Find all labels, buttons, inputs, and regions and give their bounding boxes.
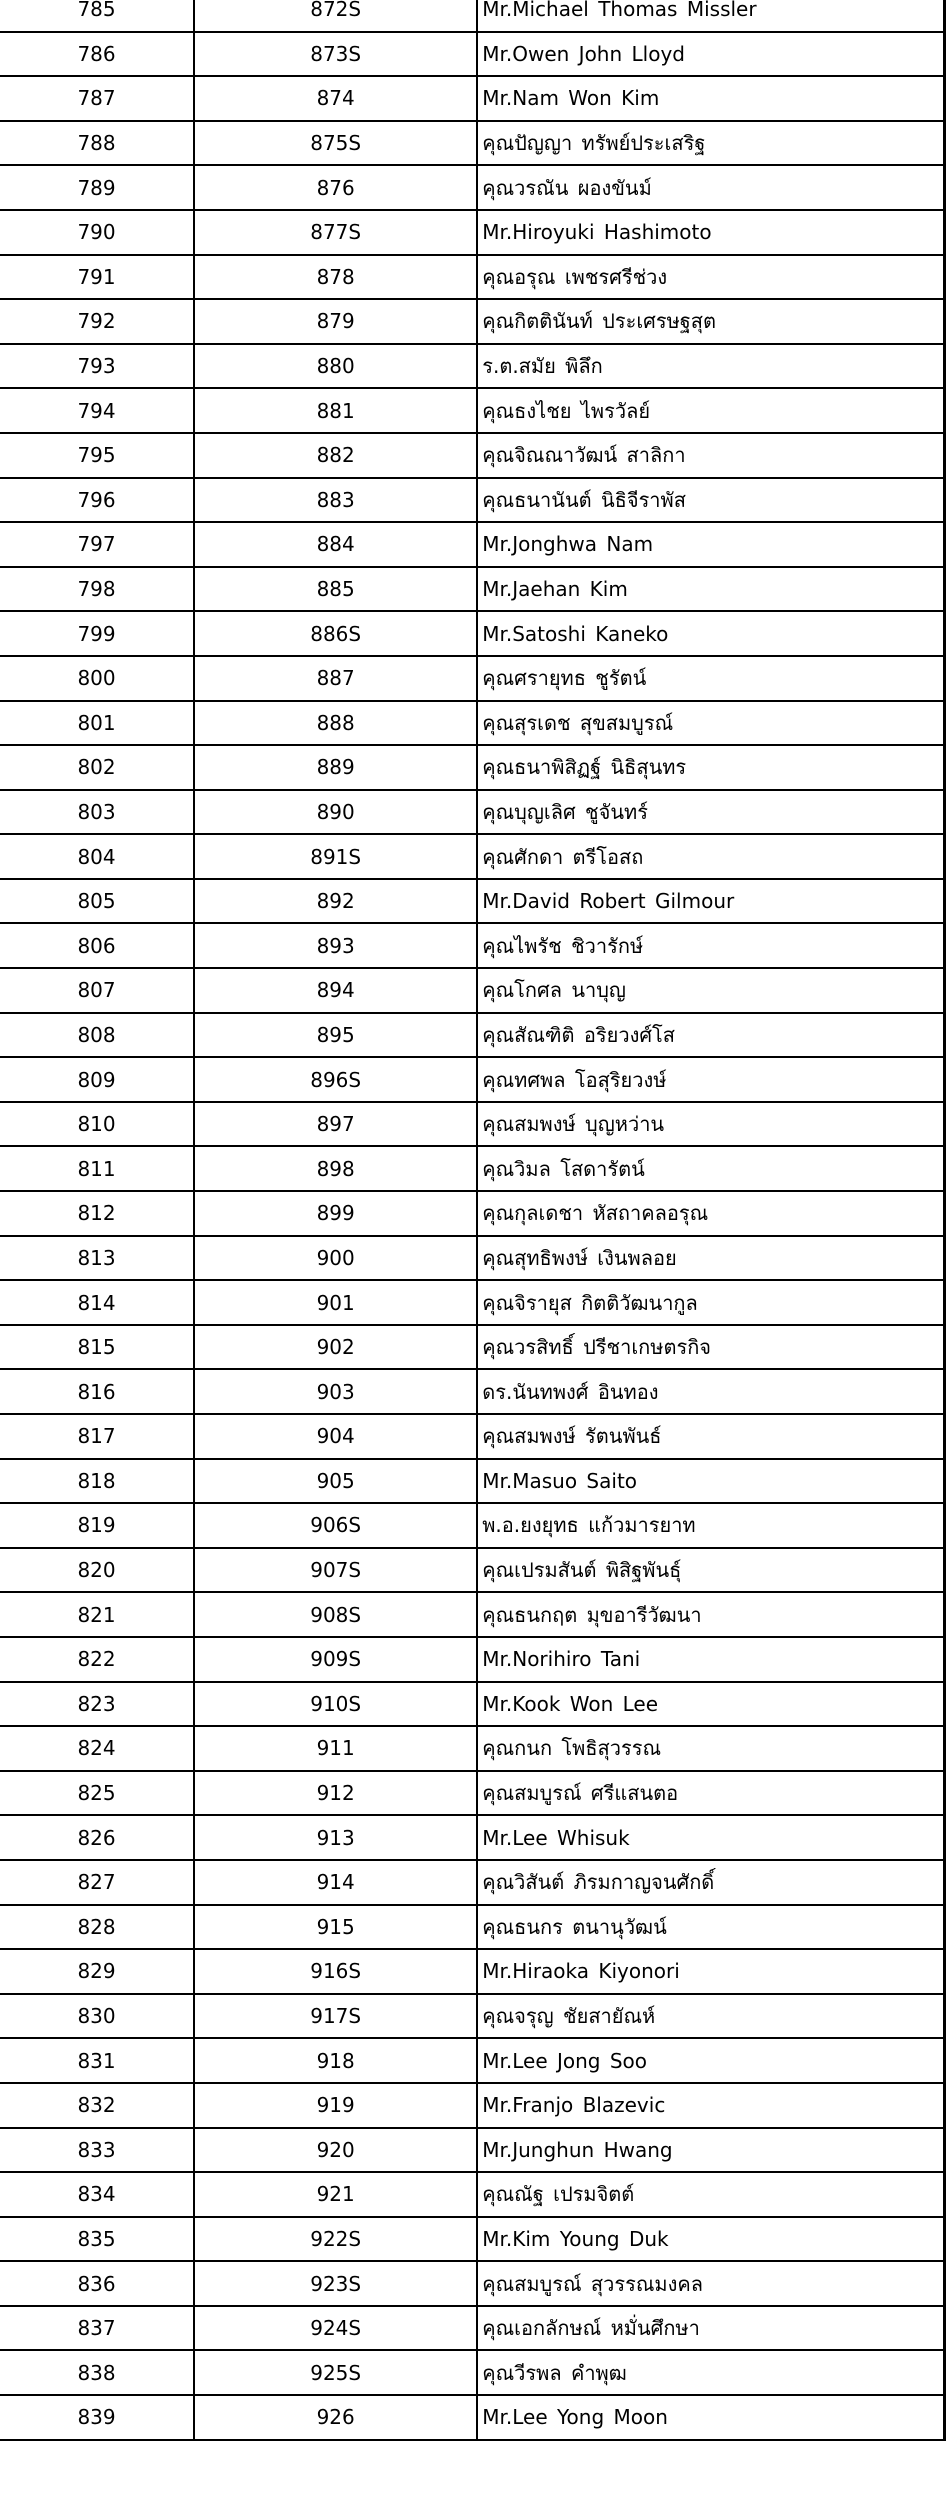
row-number: 832 <box>0 2083 194 2128</box>
member-name: คุณกิตตินันท์ ประเศรษฐสุต <box>477 299 944 344</box>
table-row <box>0 1503 945 1548</box>
member-code: 915 <box>194 1905 477 1950</box>
member-name: คุณศักดา ตรีโอสถ <box>477 834 944 879</box>
member-name: คุณสมบูรณ์ สุวรรณมงคล <box>477 2261 944 2306</box>
table-row <box>0 1102 945 1147</box>
member-name: คุณไพรัช ชิวารักษ์ <box>477 923 944 968</box>
member-code: 879 <box>194 299 477 344</box>
member-name: Mr.David Robert Gilmour <box>477 879 944 924</box>
table-row <box>0 1280 945 1325</box>
member-code: 875S <box>194 121 477 166</box>
table-row <box>0 968 945 1013</box>
member-name: คุณปัญญา ทรัพย์ประเสริฐ <box>477 121 944 166</box>
member-code: 916S <box>194 1949 477 1994</box>
table-row <box>0 76 945 121</box>
member-code: 880 <box>194 344 477 389</box>
member-name: ร.ต.สมัย พิลึก <box>477 344 944 389</box>
row-number: 838 <box>0 2350 194 2395</box>
member-code: 894 <box>194 968 477 1013</box>
member-code: 908S <box>194 1592 477 1637</box>
member-name: Mr.Kim Young Duk <box>477 2217 944 2262</box>
row-number: 824 <box>0 1726 194 1771</box>
member-name: Mr.Jonghwa Nam <box>477 522 944 567</box>
row-number: 819 <box>0 1503 194 1548</box>
member-name: Mr.Jaehan Kim <box>477 567 944 612</box>
member-code: 912 <box>194 1771 477 1816</box>
row-number: 813 <box>0 1236 194 1281</box>
member-code: 884 <box>194 522 477 567</box>
member-name: Mr.Owen John Lloyd <box>477 32 944 77</box>
row-number: 796 <box>0 478 194 523</box>
table-row <box>0 1459 945 1504</box>
row-number: 785 <box>0 0 194 32</box>
member-name: คุณณัฐ เปรมจิตต์ <box>477 2172 944 2217</box>
table-row <box>0 1905 945 1950</box>
member-name: คุณทศพล โอสุริยวงษ์ <box>477 1057 944 1102</box>
table-row <box>0 388 945 433</box>
table-row <box>0 165 945 210</box>
row-number: 818 <box>0 1459 194 1504</box>
table-row <box>0 611 945 656</box>
member-name: คุณโกศล นาบุญ <box>477 968 944 1013</box>
table-row <box>0 2217 945 2262</box>
member-code: 903 <box>194 1369 477 1414</box>
row-number: 787 <box>0 76 194 121</box>
table-row <box>0 344 945 389</box>
table-row <box>0 1771 945 1816</box>
member-code: 921 <box>194 2172 477 2217</box>
member-name: คุณสุทธิพงษ์ เงินพลอย <box>477 1236 944 1281</box>
table-row <box>0 255 945 300</box>
member-name: Mr.Michael Thomas Missler <box>477 0 944 32</box>
member-name: Mr.Hiroyuki Hashimoto <box>477 210 944 255</box>
member-name: Mr.Lee Jong Soo <box>477 2038 944 2083</box>
row-number: 826 <box>0 1815 194 1860</box>
member-code: 872S <box>194 0 477 32</box>
row-number: 827 <box>0 1860 194 1905</box>
member-code: 924S <box>194 2306 477 2351</box>
member-code: 925S <box>194 2350 477 2395</box>
row-number: 807 <box>0 968 194 1013</box>
member-name: พ.อ.ยงยุทธ แก้วมารยาท <box>477 1503 944 1548</box>
member-name: คุณสมพงษ์ รัตนพันธ์ <box>477 1414 944 1459</box>
row-number: 802 <box>0 745 194 790</box>
member-code: 923S <box>194 2261 477 2306</box>
row-number: 789 <box>0 165 194 210</box>
row-number: 795 <box>0 433 194 478</box>
member-code: 883 <box>194 478 477 523</box>
table-row <box>0 478 945 523</box>
row-number: 801 <box>0 701 194 746</box>
row-number: 821 <box>0 1592 194 1637</box>
row-number: 816 <box>0 1369 194 1414</box>
table-row <box>0 1949 945 1994</box>
row-number: 823 <box>0 1682 194 1727</box>
table-row <box>0 2306 945 2351</box>
member-name: คุณอรุณ เพชรศรีช่วง <box>477 255 944 300</box>
row-number: 794 <box>0 388 194 433</box>
member-name: คุณกนก โพธิสุวรรณ <box>477 1726 944 1771</box>
row-number: 811 <box>0 1146 194 1191</box>
row-number: 837 <box>0 2306 194 2351</box>
row-number: 803 <box>0 790 194 835</box>
member-code: 911 <box>194 1726 477 1771</box>
table-row <box>0 1815 945 1860</box>
member-name: Mr.Hiraoka Kiyonori <box>477 1949 944 1994</box>
row-number: 822 <box>0 1637 194 1682</box>
table-row <box>0 1146 945 1191</box>
member-name: คุณสมบูรณ์ ศรีแสนตอ <box>477 1771 944 1816</box>
member-code: 899 <box>194 1191 477 1236</box>
member-name: Mr.Lee Yong Moon <box>477 2395 944 2440</box>
member-name: คุณวิสันต์ ภิรมกาญจนศักดิ์ <box>477 1860 944 1905</box>
table-row <box>0 923 945 968</box>
member-code: 886S <box>194 611 477 656</box>
table-row <box>0 2395 945 2440</box>
member-code: 887 <box>194 656 477 701</box>
member-name: Mr.Junghun Hwang <box>477 2128 944 2173</box>
member-code: 904 <box>194 1414 477 1459</box>
member-code: 907S <box>194 1548 477 1593</box>
member-code: 913 <box>194 1815 477 1860</box>
member-name: ดร.นันทพงศ์ อินทอง <box>477 1369 944 1414</box>
row-number: 808 <box>0 1013 194 1058</box>
member-code: 926 <box>194 2395 477 2440</box>
row-number: 825 <box>0 1771 194 1816</box>
member-code: 901 <box>194 1280 477 1325</box>
row-number: 798 <box>0 567 194 612</box>
table-row <box>0 1325 945 1370</box>
member-code: 888 <box>194 701 477 746</box>
row-number: 833 <box>0 2128 194 2173</box>
member-name: Mr.Masuo Saito <box>477 1459 944 1504</box>
row-number: 799 <box>0 611 194 656</box>
table-row <box>0 1414 945 1459</box>
member-code: 893 <box>194 923 477 968</box>
table-row <box>0 210 945 255</box>
member-name: คุณธงไชย ไพรวัลย์ <box>477 388 944 433</box>
row-number: 817 <box>0 1414 194 1459</box>
table-row <box>0 790 945 835</box>
row-number: 829 <box>0 1949 194 1994</box>
row-number: 797 <box>0 522 194 567</box>
table-row <box>0 1191 945 1236</box>
table-row <box>0 1592 945 1637</box>
row-number: 820 <box>0 1548 194 1593</box>
member-name: คุณวีรพล คำพุฒ <box>477 2350 944 2395</box>
member-name: คุณสุรเดช สุขสมบูรณ์ <box>477 701 944 746</box>
member-name: คุณธนกร ตนานุวัฒน์ <box>477 1905 944 1950</box>
row-number: 839 <box>0 2395 194 2440</box>
table-row <box>0 32 945 77</box>
table-row <box>0 656 945 701</box>
member-code: 909S <box>194 1637 477 1682</box>
member-name: คุณวรณัน ผองขันม์ <box>477 165 944 210</box>
member-code: 881 <box>194 388 477 433</box>
member-code: 902 <box>194 1325 477 1370</box>
table-row <box>0 2083 945 2128</box>
table-row <box>0 701 945 746</box>
member-code: 891S <box>194 834 477 879</box>
row-number: 836 <box>0 2261 194 2306</box>
member-code: 882 <box>194 433 477 478</box>
member-name: Mr.Nam Won Kim <box>477 76 944 121</box>
table-row <box>0 567 945 612</box>
table-row <box>0 522 945 567</box>
member-code: 922S <box>194 2217 477 2262</box>
row-number: 812 <box>0 1191 194 1236</box>
member-code: 918 <box>194 2038 477 2083</box>
member-name: Mr.Lee Whisuk <box>477 1815 944 1860</box>
member-code: 914 <box>194 1860 477 1905</box>
table-row <box>0 1369 945 1414</box>
table-row <box>0 1637 945 1682</box>
member-code: 895 <box>194 1013 477 1058</box>
member-code: 917S <box>194 1994 477 2039</box>
member-name: คุณธนาพิสิฏฐ์ นิธิสุนทร <box>477 745 944 790</box>
table-row <box>0 745 945 790</box>
member-code: 900 <box>194 1236 477 1281</box>
member-name: Mr.Norihiro Tani <box>477 1637 944 1682</box>
member-name: คุณจิณณาวัฒน์ สาลิกา <box>477 433 944 478</box>
row-number: 828 <box>0 1905 194 1950</box>
member-name: คุณกุลเดชา หัสถาคลอรุณ <box>477 1191 944 1236</box>
table-row <box>0 1013 945 1058</box>
table-row <box>0 1236 945 1281</box>
table-row <box>0 1682 945 1727</box>
row-number: 806 <box>0 923 194 968</box>
member-name: คุณบุญเลิศ ชูจันทร์ <box>477 790 944 835</box>
member-name: Mr.Franjo Blazevic <box>477 2083 944 2128</box>
row-number: 830 <box>0 1994 194 2039</box>
table-row <box>0 299 945 344</box>
member-code: 892 <box>194 879 477 924</box>
member-name: Mr.Satoshi Kaneko <box>477 611 944 656</box>
row-number: 805 <box>0 879 194 924</box>
table-row <box>0 1548 945 1593</box>
member-code: 874 <box>194 76 477 121</box>
member-name: คุณจรุญ ชัยสายัณห์ <box>477 1994 944 2039</box>
member-code: 878 <box>194 255 477 300</box>
row-number: 792 <box>0 299 194 344</box>
member-code: 898 <box>194 1146 477 1191</box>
table-row <box>0 2172 945 2217</box>
member-code: 889 <box>194 745 477 790</box>
member-code: 896S <box>194 1057 477 1102</box>
table-row <box>0 0 945 32</box>
member-code: 905 <box>194 1459 477 1504</box>
member-code: 906S <box>194 1503 477 1548</box>
member-name: คุณศรายุทธ ชูรัตน์ <box>477 656 944 701</box>
member-code: 876 <box>194 165 477 210</box>
table-row <box>0 1994 945 2039</box>
row-number: 790 <box>0 210 194 255</box>
row-number: 791 <box>0 255 194 300</box>
member-name: คุณวิมล โสดารัตน์ <box>477 1146 944 1191</box>
member-name: Mr.Kook Won Lee <box>477 1682 944 1727</box>
member-name: คุณจิรายุส กิตติวัฒนากูล <box>477 1280 944 1325</box>
member-name: คุณเอกลักษณ์ หมั่นศึกษา <box>477 2306 944 2351</box>
table-row <box>0 1057 945 1102</box>
member-name: คุณวรสิทธิ์ ปรีชาเกษตรกิจ <box>477 1325 944 1370</box>
table-row <box>0 121 945 166</box>
member-code: 890 <box>194 790 477 835</box>
member-code: 897 <box>194 1102 477 1147</box>
row-number: 793 <box>0 344 194 389</box>
member-name: คุณสมพงษ์ บุญหว่าน <box>477 1102 944 1147</box>
row-number: 814 <box>0 1280 194 1325</box>
table-row <box>0 2128 945 2173</box>
member-code: 885 <box>194 567 477 612</box>
row-number: 786 <box>0 32 194 77</box>
row-number: 804 <box>0 834 194 879</box>
member-name: คุณเปรมสันต์ พิสิฐพันธุ์ <box>477 1548 944 1593</box>
row-number: 835 <box>0 2217 194 2262</box>
table-row <box>0 879 945 924</box>
table-row <box>0 834 945 879</box>
row-number: 831 <box>0 2038 194 2083</box>
table-row <box>0 433 945 478</box>
table-row <box>0 1860 945 1905</box>
member-name: คุณสัณฑิติ อริยวงศ์โส <box>477 1013 944 1058</box>
member-name: คุณธนานันต์ นิธิจีราพัส <box>477 478 944 523</box>
row-number: 809 <box>0 1057 194 1102</box>
table-row <box>0 2261 945 2306</box>
member-code: 919 <box>194 2083 477 2128</box>
row-number: 800 <box>0 656 194 701</box>
member-code: 877S <box>194 210 477 255</box>
row-number: 815 <box>0 1325 194 1370</box>
table-row <box>0 2350 945 2395</box>
member-code: 873S <box>194 32 477 77</box>
table-row <box>0 1726 945 1771</box>
row-number: 810 <box>0 1102 194 1147</box>
row-number: 788 <box>0 121 194 166</box>
member-code: 920 <box>194 2128 477 2173</box>
member-name: คุณธนกฤต มุขอารีวัฒนา <box>477 1592 944 1637</box>
member-code: 910S <box>194 1682 477 1727</box>
table-row <box>0 2038 945 2083</box>
row-number: 834 <box>0 2172 194 2217</box>
